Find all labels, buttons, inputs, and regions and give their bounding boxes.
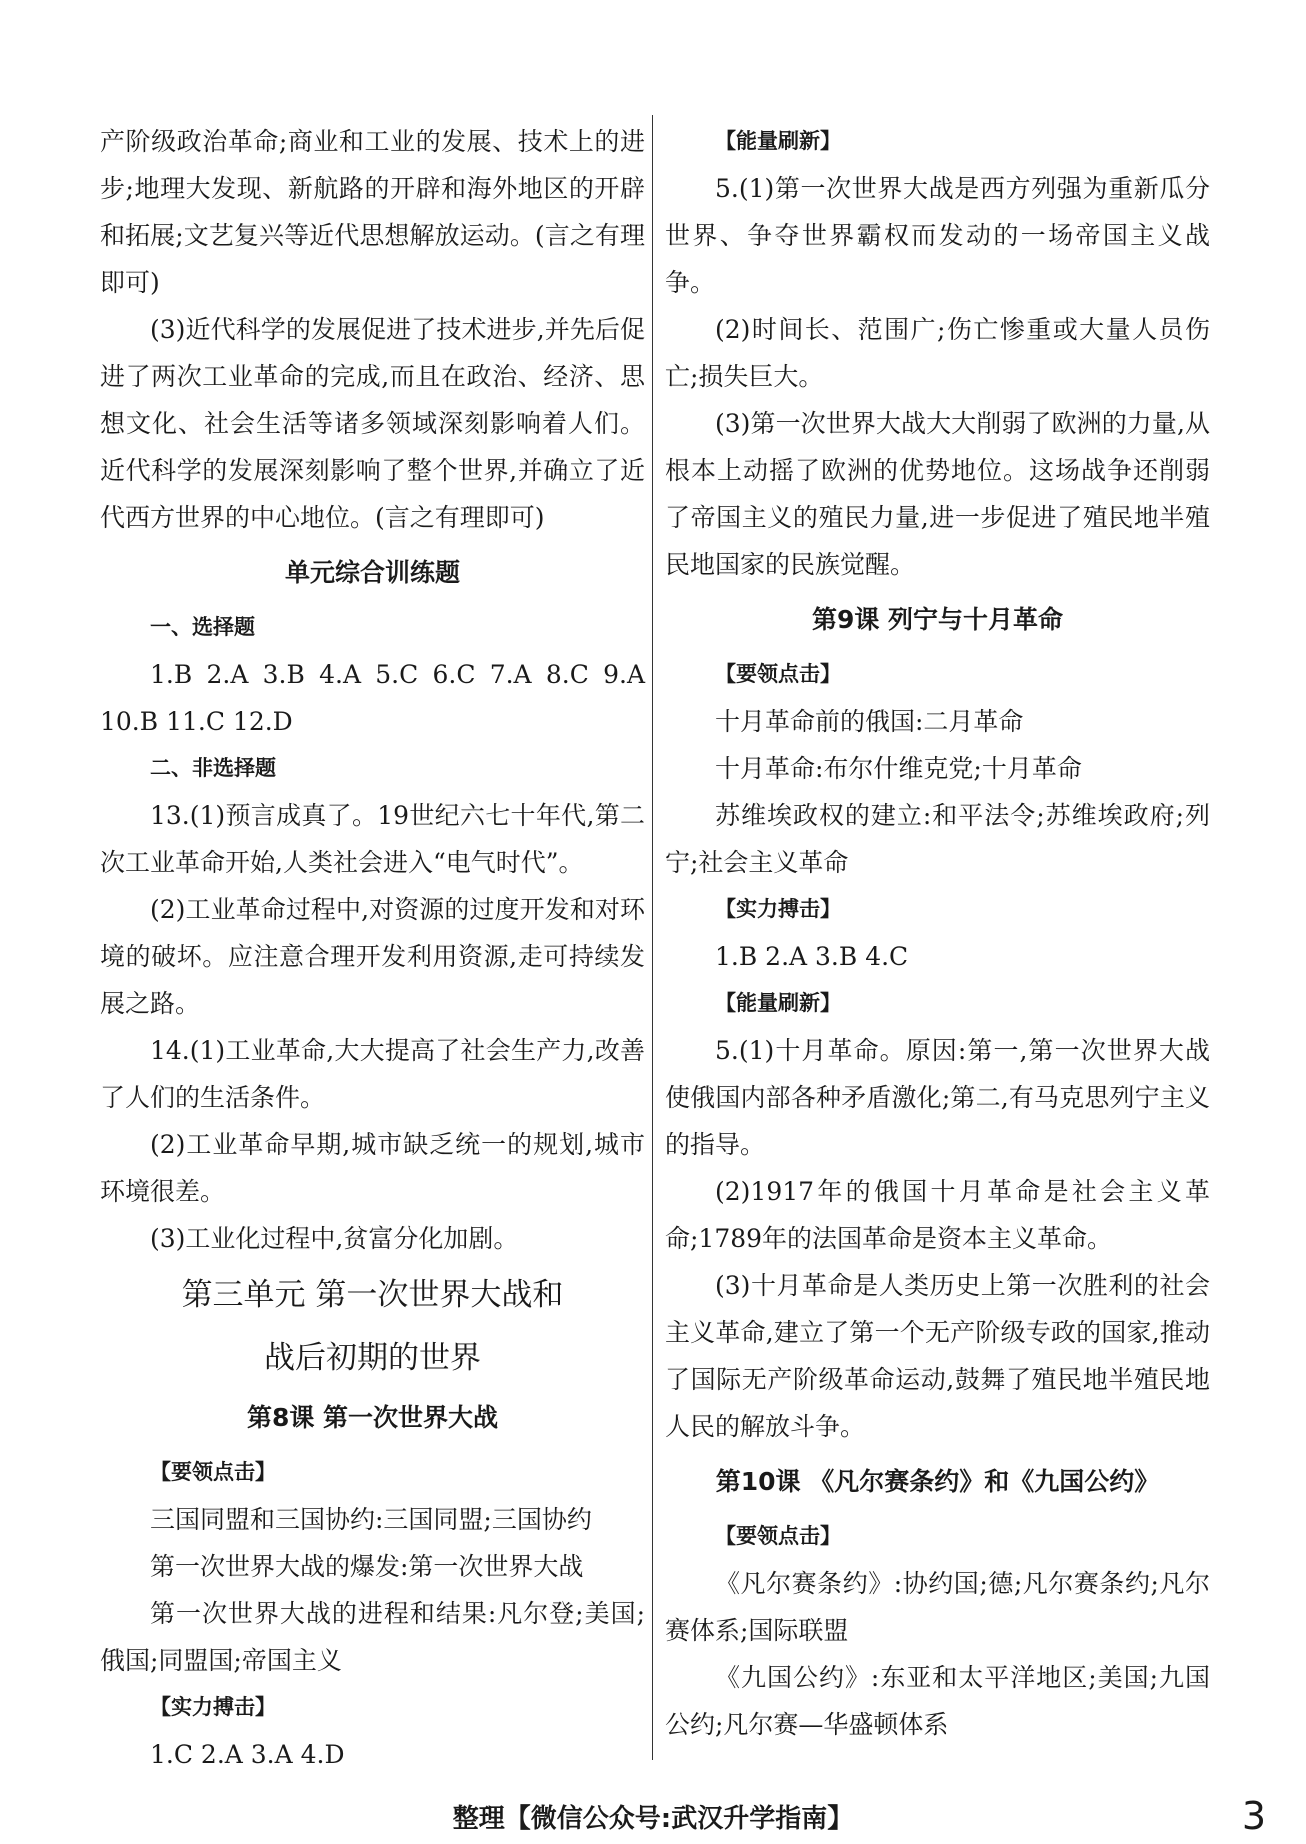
- bracket-label: 【要领点击】: [715, 1524, 841, 1548]
- paragraph: 5.(1)十月革命。原因:第一,第一次世界大战使俄国内部各种矛盾激化;第二,有马克思列宁主义的指导。: [665, 1036, 1210, 1159]
- paragraph: 13.(1)预言成真了。19世纪六七十年代,第二次工业革命开始,人类社会进入“电气时代”。: [100, 801, 645, 877]
- paragraph: 1.B 2.A 3.B 4.C: [715, 942, 909, 971]
- paragraph: (2)工业革命早期,城市缺乏统一的规划,城市环境很差。: [100, 1130, 645, 1206]
- subsection-heading: 二、非选择题: [150, 756, 276, 780]
- right-column: [665, 118, 1210, 1748]
- footer-text: 整理【微信公众号:武汉升学指南】: [452, 1804, 854, 1834]
- paragraph: 三国同盟和三国协约:三国同盟;三国协约: [150, 1505, 592, 1534]
- paragraph: 十月革命:布尔什维克党;十月革命: [715, 754, 1082, 783]
- paragraph: (3)近代科学的发展促进了技术进步,并先后促进了两次工业革命的完成,而且在政治、经济、思想文化、社会生活等诸多领域深刻影响着人们。近代科学的发展深刻影响了整个世界,并确立了近代西方世界的中心地位。(言之有理即可): [100, 315, 645, 532]
- left-column: [100, 118, 645, 1778]
- paragraph: 《凡尔赛条约》:协约国;德;凡尔赛条约;凡尔赛体系;国际联盟: [665, 1569, 1210, 1645]
- paragraph: 第一次世界大战的进程和结果:凡尔登;美国;俄国;同盟国;帝国主义: [100, 1599, 645, 1675]
- paragraph: 十月革命前的俄国:二月革命: [715, 707, 1024, 736]
- section-heading: 第8课 第一次世界大战: [246, 1403, 499, 1432]
- paragraph: 第一次世界大战的爆发:第一次世界大战: [150, 1552, 584, 1581]
- paragraph: (2)时间长、范围广;伤亡惨重或大量人员伤亡;损失巨大。: [665, 315, 1210, 391]
- paragraph: 《九国公约》:东亚和太平洋地区;美国;九国公约;凡尔赛—华盛顿体系: [665, 1663, 1210, 1739]
- paragraph: 1.C 2.A 3.A 4.D: [150, 1740, 345, 1769]
- section-heading: 单元综合训练题: [284, 558, 460, 587]
- section-heading: 第9课 列宁与十月革命: [811, 605, 1064, 634]
- page-number: 3: [1241, 1794, 1266, 1838]
- bracket-label: 【要领点击】: [715, 662, 841, 686]
- paragraph: 产阶级政治革命;商业和工业的发展、技术上的进步;地理大发现、新航路的开辟和海外地区的开辟和拓展;文艺复兴等近代思想解放运动。(言之有理即可): [100, 127, 645, 297]
- subsection-heading: 一、选择题: [150, 615, 255, 639]
- paragraph: (2)1917年的俄国十月革命是社会主义革命;1789年的法国革命是资本主义革命。: [665, 1177, 1210, 1253]
- bracket-label: 【能量刷新】: [715, 991, 841, 1015]
- column-divider: [652, 115, 653, 1760]
- bracket-label: 【要领点击】: [150, 1460, 276, 1484]
- bracket-label: 【实力搏击】: [150, 1695, 276, 1719]
- paragraph: 1.B 2.A 3.B 4.A 5.C 6.C 7.A 8.C 9.A 10.B 11.C 12.D: [100, 660, 645, 736]
- unit-title: 战后初期的世界: [264, 1340, 481, 1376]
- section-heading: 第10课 《凡尔赛条约》和《九国公约》: [715, 1467, 1160, 1496]
- paragraph: 14.(1)工业革命,大大提高了社会生产力,改善了人们的生活条件。: [100, 1036, 645, 1112]
- paragraph: (3)十月革命是人类历史上第一次胜利的社会主义革命,建立了第一个无产阶级专政的国家,推动了国际无产阶级革命运动,鼓舞了殖民地半殖民地人民的解放斗争。: [665, 1271, 1210, 1441]
- unit-title: 第三单元 第一次世界大战和: [181, 1277, 564, 1313]
- bracket-label: 【能量刷新】: [715, 129, 841, 153]
- paragraph: (3)工业化过程中,贫富分化加剧。: [150, 1224, 519, 1253]
- paragraph: (2)工业革命过程中,对资源的过度开发和对环境的破坏。应注意合理开发利用资源,走可持续发展之路。: [100, 895, 645, 1018]
- paragraph: 5.(1)第一次世界大战是西方列强为重新瓜分世界、争夺世界霸权而发动的一场帝国主义战争。: [665, 174, 1210, 297]
- bracket-label: 【实力搏击】: [715, 897, 841, 921]
- paragraph: (3)第一次世界大战大大削弱了欧洲的力量,从根本上动摇了欧洲的优势地位。这场战争还削弱了帝国主义的殖民力量,进一步促进了殖民地半殖民地国家的民族觉醒。: [665, 409, 1210, 579]
- paragraph: 苏维埃政权的建立:和平法令;苏维埃政府;列宁;社会主义革命: [665, 801, 1210, 877]
